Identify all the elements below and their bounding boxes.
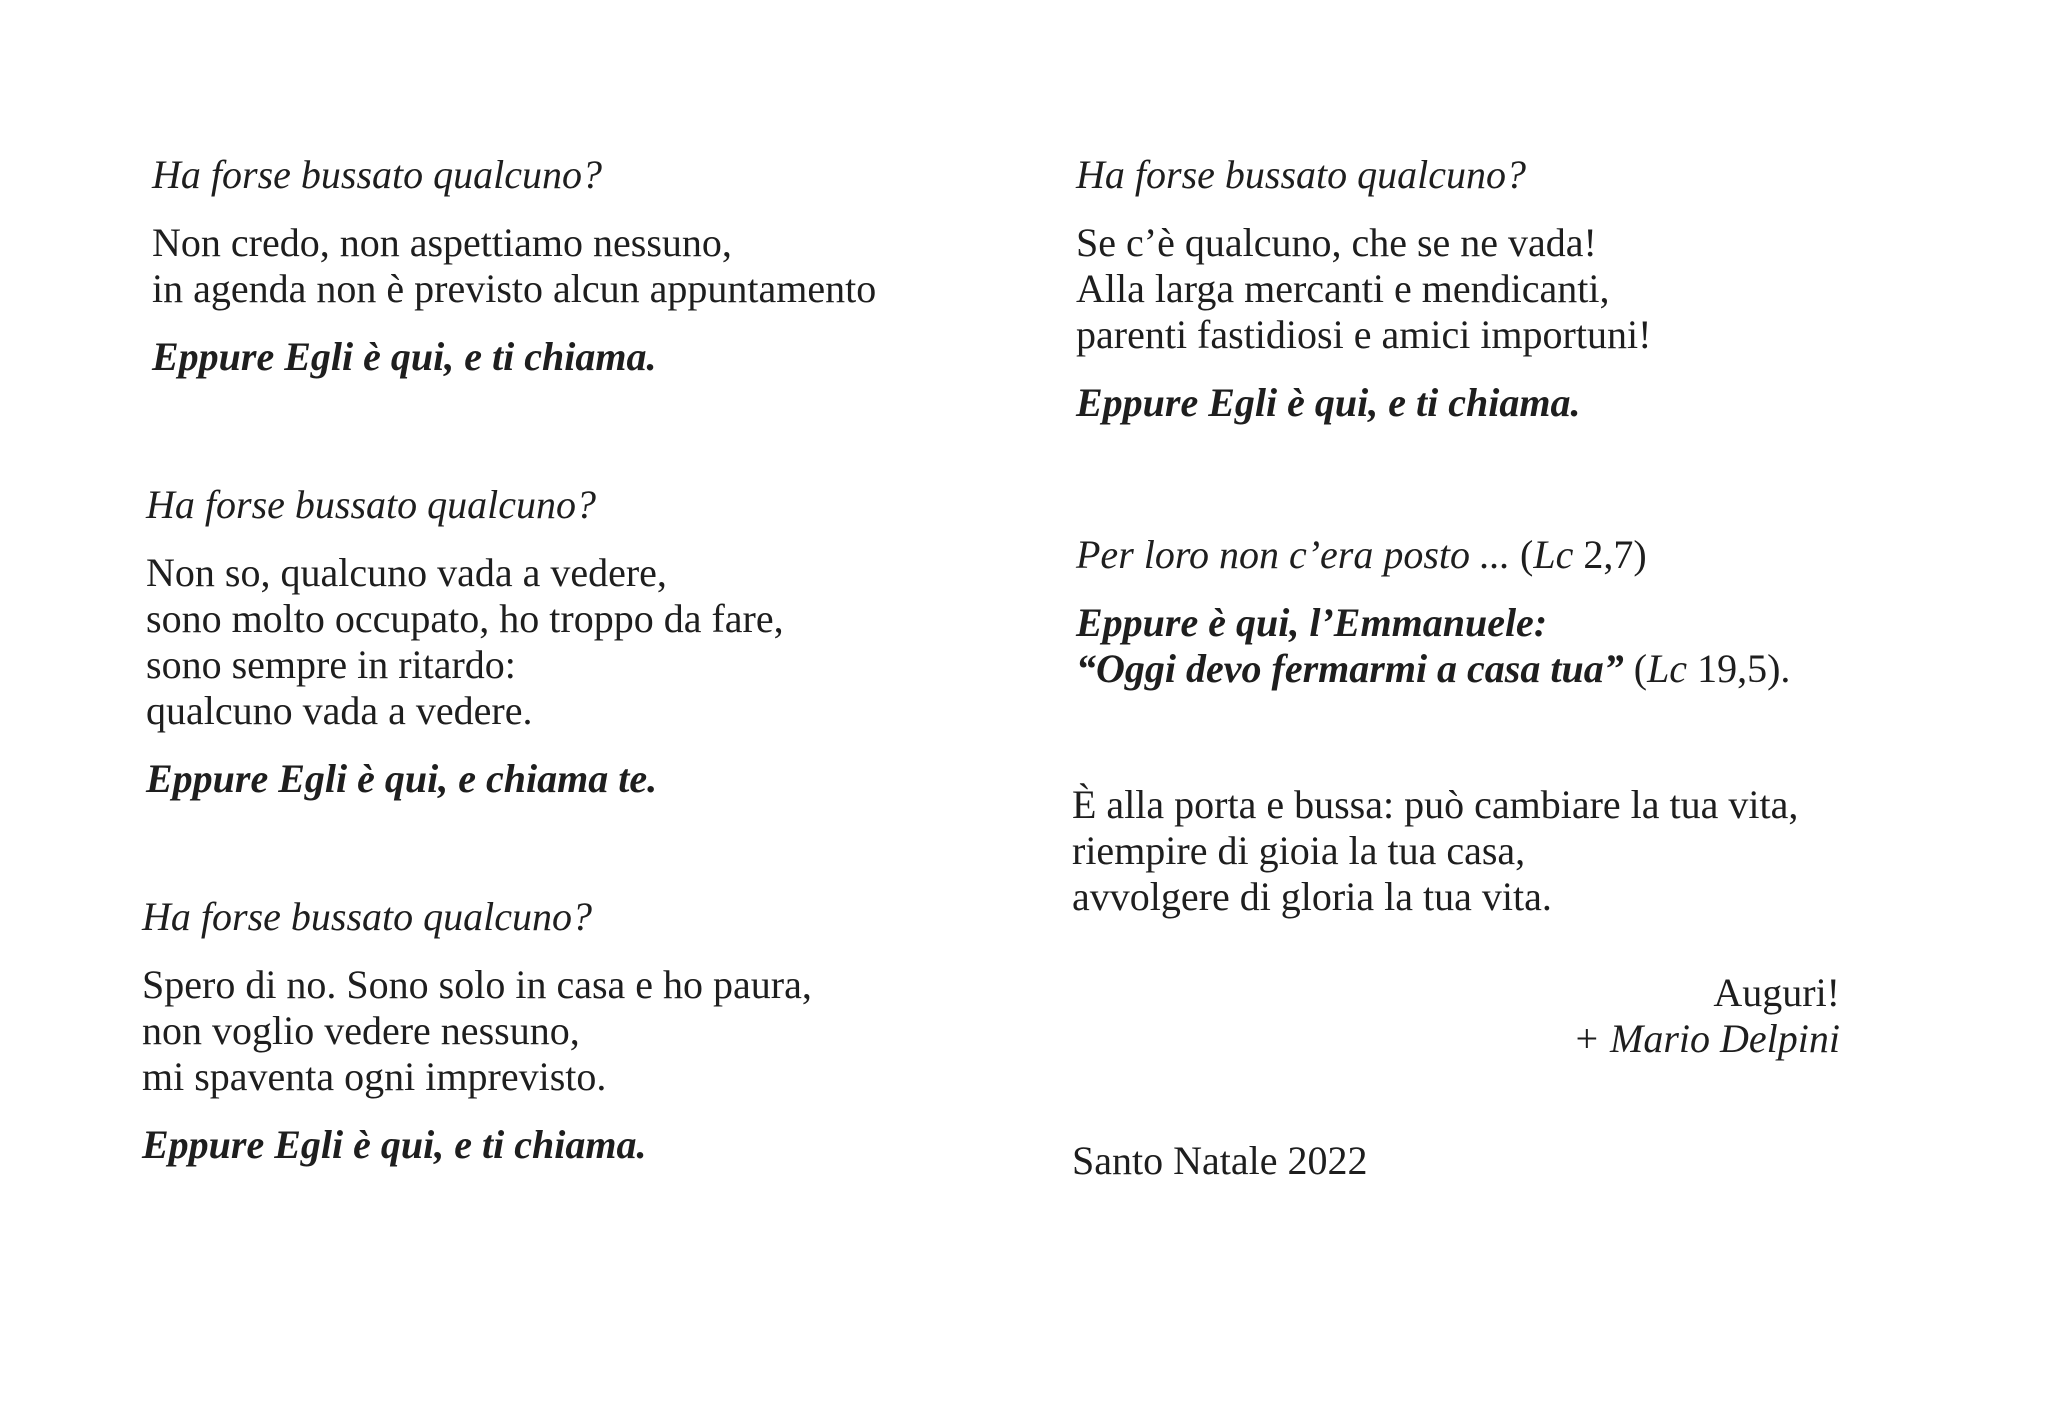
stanza-question: Ha forse bussato qualcuno? bbox=[142, 894, 592, 939]
stanza-line: qualcuno vada a vedere. bbox=[146, 688, 533, 733]
stanza-line: Se c’è qualcuno, che se ne vada! bbox=[1076, 220, 1597, 265]
stanza-refrain: Eppure Egli è qui, e ti chiama. bbox=[1076, 380, 1581, 425]
stanza-line: Non credo, non aspettiamo nessuno, bbox=[152, 220, 732, 265]
stanza-3 bbox=[142, 894, 812, 1168]
closing-line: È alla porta e bussa: può cambiare la tua vita, bbox=[1072, 782, 1799, 827]
stanza-question: Ha forse bussato qualcuno? bbox=[146, 482, 596, 527]
stanza-question bbox=[1076, 532, 1790, 578]
stanza-5 bbox=[1076, 532, 1790, 692]
stanza-line: non voglio vedere nessuno, bbox=[142, 1008, 580, 1053]
refrain-line bbox=[1076, 646, 1790, 692]
stanza-line: Alla larga mercanti e mendicanti, bbox=[1076, 266, 1610, 311]
stanza-line: sono molto occupato, ho troppo da fare, bbox=[146, 596, 784, 641]
stanza-refrain bbox=[1076, 600, 1790, 692]
closing-line: riempire di gioia la tua casa, bbox=[1072, 828, 1526, 873]
stanza-lines bbox=[1076, 220, 1651, 358]
stanza-lines bbox=[146, 550, 784, 734]
stanza-lines bbox=[142, 962, 812, 1100]
scripture-reference bbox=[1624, 646, 1791, 691]
refrain-line: Eppure è qui, l’Emmanuele: bbox=[1076, 600, 1548, 645]
stanza-line: in agenda non è previsto alcun appuntamento bbox=[152, 266, 877, 311]
greeting: Auguri! bbox=[1713, 970, 1840, 1015]
closing-line: avvolgere di gloria la tua vita. bbox=[1072, 874, 1552, 919]
stanza-refrain: Eppure Egli è qui, e chiama te. bbox=[146, 756, 658, 801]
ref-verse: 19,5). bbox=[1687, 646, 1791, 691]
stanza-question: Ha forse bussato qualcuno? bbox=[152, 152, 602, 197]
stanza-line: Non so, qualcuno vada a vedere, bbox=[146, 550, 667, 595]
signature: + Mario Delpini bbox=[1573, 1016, 1840, 1061]
stanza-lines bbox=[152, 220, 876, 312]
ref-book: Lc bbox=[1647, 646, 1688, 691]
stanza-question: Ha forse bussato qualcuno? bbox=[1076, 152, 1526, 197]
stanza-refrain: Eppure Egli è qui, e ti chiama. bbox=[142, 1122, 647, 1167]
stanza-line: parenti fastidiosi e amici importuni! bbox=[1076, 312, 1652, 357]
stanza-line: sono sempre in ritardo: bbox=[146, 642, 516, 687]
scripture-reference bbox=[1510, 532, 1647, 577]
stanza-refrain: Eppure Egli è qui, e ti chiama. bbox=[152, 334, 657, 379]
ref-verse: 2,7) bbox=[1573, 532, 1647, 577]
stanza-1 bbox=[152, 152, 876, 380]
date-line: Santo Natale 2022 bbox=[1072, 1138, 1368, 1183]
stanza-4 bbox=[1076, 152, 1651, 426]
ref-book: Lc bbox=[1533, 532, 1574, 577]
ref-open: ( bbox=[1623, 646, 1648, 691]
closing-paragraph bbox=[1072, 782, 1798, 920]
stanza-line: Spero di no. Sono solo in casa e ho paura, bbox=[142, 962, 812, 1007]
ref-open: ( bbox=[1510, 532, 1534, 577]
question-text: Per loro non c’era posto ... bbox=[1076, 532, 1511, 577]
stanza-line: mi spaventa ogni imprevisto. bbox=[142, 1054, 607, 1099]
stanza-2 bbox=[146, 482, 784, 802]
refrain-quote: “Oggi devo fermarmi a casa tua” bbox=[1076, 646, 1624, 691]
